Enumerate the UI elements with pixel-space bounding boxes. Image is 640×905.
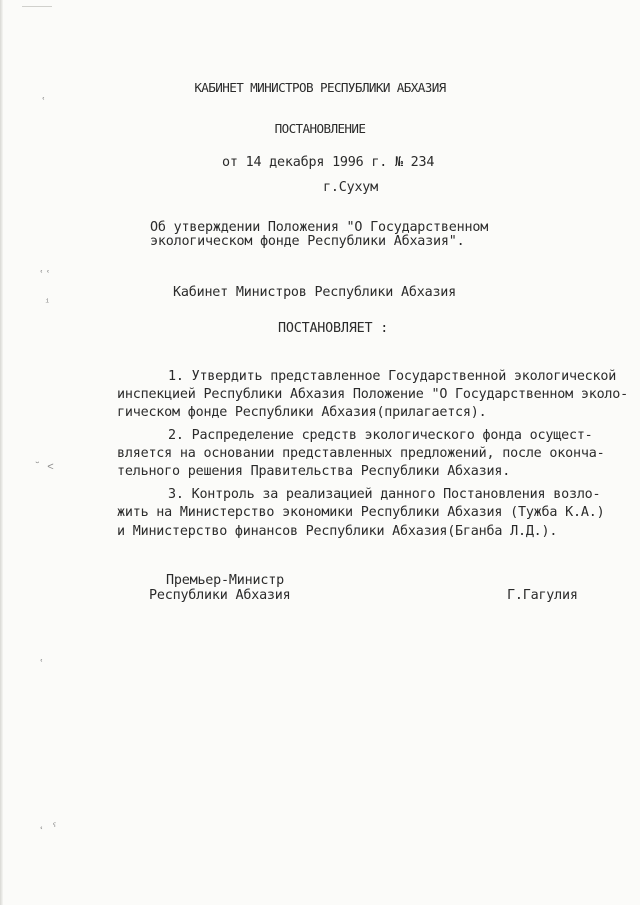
city: г.Сухум	[323, 180, 379, 195]
scan-speck: ʿ	[40, 95, 47, 108]
scan-speck: ˘ ˂	[34, 460, 54, 473]
body-line: тельного решения Правительства Республики Абхазия.	[117, 464, 511, 479]
body-line: и Министерство финансов Республики Абхазия(Бганба Л.Д.).	[117, 524, 558, 539]
scan-speck: ˓ ˁ	[38, 822, 58, 835]
body-line: инспекцией Республики Абхазия Положение "О Государственном эколо-	[117, 387, 629, 402]
scan-speck: ʿʿ	[38, 268, 52, 281]
body-line: 2. Распределение средств экологического фонда осущест-	[168, 428, 593, 443]
org-title: КАБИНЕТ МИНИСТРОВ РЕСПУБЛИКИ АБХАЗИЯ	[194, 80, 446, 95]
subject-line: экологическом фонде Республики Абхазия".	[150, 234, 465, 249]
decree-word: ПОСТАНОВЛЯЕТ :	[278, 321, 389, 336]
body-line: жить на Министерство экономики Республики Абхазия (Тужба К.А.)	[117, 505, 605, 520]
body-line: гическом фонде Республики Абхазия(прилагается).	[117, 405, 487, 420]
subject-line: Об утверждении Положения "О Государственном	[150, 220, 489, 235]
doc-type: ПОСТАНОВЛЕНИЕ	[274, 121, 366, 136]
scan-speck: ʿ	[38, 657, 45, 670]
body-line: 1. Утвердить представленное Государственной экологической	[168, 369, 617, 384]
signer-name: Г.Гагулия	[507, 588, 578, 603]
issuer: Кабинет Министров Республики Абхазия	[173, 285, 457, 300]
body-line: 3. Контроль за реализацией данного Постановления возло-	[168, 487, 601, 502]
signer-title: Республики Абхазия	[149, 588, 291, 603]
scan-mark	[22, 6, 52, 7]
scan-speck: ⁱ	[44, 296, 51, 309]
date-number: от 14 декабря 1996 г. № 234	[222, 155, 435, 170]
body-line: вляется на основании представленных предложений, после оконча-	[117, 446, 605, 461]
signer-title: Премьер-Министр	[166, 573, 284, 588]
